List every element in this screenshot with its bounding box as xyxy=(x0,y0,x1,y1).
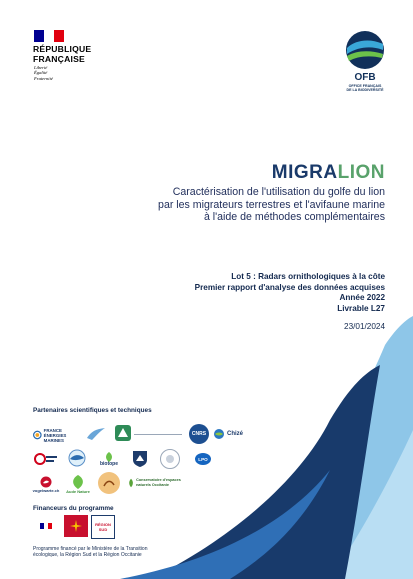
chize-text: Chizé xyxy=(227,430,244,437)
program-line: écologique, la Région Sud et la Région Occitanie xyxy=(33,552,142,559)
dolphin-logo-icon xyxy=(64,449,90,467)
lpo-logo xyxy=(186,449,220,469)
aude-nature-logo xyxy=(64,472,92,496)
occitan-cross-icon xyxy=(69,519,83,533)
program-line: Programme financé par le Ministère de la Transition xyxy=(33,546,148,552)
project-title-part2: LION xyxy=(337,162,385,183)
vogelwarte-logo xyxy=(33,473,59,495)
ofb-subtitle-line: DE LA BIODIVERSITÉ xyxy=(346,88,384,93)
aude-nature-text: Aude Nature xyxy=(66,488,90,494)
french-flag-icon xyxy=(34,30,64,42)
rf-title-line: RÉPUBLIQUE xyxy=(33,44,92,54)
blue-shield-logo-icon xyxy=(132,450,148,468)
report-line: Livrable L27 xyxy=(337,303,385,313)
vogelwarte-bird-icon xyxy=(40,476,52,488)
project-title-part1: MIGRA xyxy=(271,162,338,183)
republique-motto xyxy=(34,65,53,81)
vogelwarte-text: vogelwarte.ch xyxy=(32,487,60,493)
region-occitanie-logo xyxy=(64,515,88,537)
lpo-badge: LPO xyxy=(195,453,211,465)
program-funding-text xyxy=(33,546,223,558)
cen-leaf-icon xyxy=(128,476,134,490)
chize-globe-icon xyxy=(213,428,225,440)
ofb-name: OFB xyxy=(354,72,376,83)
rf-motto-line: Liberté xyxy=(34,65,48,70)
biotope-leaf-icon xyxy=(104,452,114,462)
funders-label: Financeurs du programme xyxy=(33,505,114,512)
red-partner-logo-icon xyxy=(33,451,59,467)
partners-label: Partenaires scientifiques et techniques xyxy=(33,407,152,414)
rf-motto-line: Fraternité xyxy=(34,75,53,81)
republique-francaise-title xyxy=(33,44,91,64)
grey-seal-logo-icon xyxy=(160,449,180,469)
aude-nature-leaf-icon xyxy=(70,475,86,489)
project-title xyxy=(272,162,385,184)
cen-text: Conservatoire d'espaces naturels Occitanie xyxy=(136,478,181,487)
france-energies-marines-logo xyxy=(33,424,83,446)
rf-title-line: FRANÇAISE xyxy=(33,54,85,64)
biotope-text: biotope xyxy=(99,460,119,467)
project-subtitle xyxy=(105,186,385,224)
fem-swirl-icon xyxy=(33,428,42,442)
report-line: Premier rapport d'analyse des données acquises xyxy=(194,282,385,292)
report-info xyxy=(85,272,385,314)
subtitle-line: à l'aide de méthodes complémentaires xyxy=(203,211,385,223)
chize-logo xyxy=(213,425,249,443)
report-date: 23/01/2024 xyxy=(344,322,385,331)
rf-motto-line: Égalité xyxy=(34,70,48,76)
cnrs-logo: CNRS xyxy=(189,424,209,444)
subtitle-line: par les migrateurs terrestres et l'avifaune marine xyxy=(158,198,385,211)
ofb-subtitle-line: OFFICE FRANÇAIS xyxy=(348,84,382,88)
orange-round-logo-icon xyxy=(98,472,120,494)
ofb-logo-icon xyxy=(345,30,385,70)
cen-occitanie-logo xyxy=(128,473,184,493)
fem-logo-text: FRANCE ÉNERGIES MARINES xyxy=(43,427,67,443)
report-line: Lot 5 : Radars ornithologiques à la côte xyxy=(231,272,385,281)
bird-logo-icon xyxy=(86,426,106,442)
biotope-logo xyxy=(96,449,122,469)
subtitle-line: Caractérisation de l'utilisation du golfe du lion xyxy=(172,186,385,198)
institute-text-logo xyxy=(133,428,183,440)
ofb-subtitle xyxy=(335,84,395,92)
region-sud-logo: RÉGION SUD xyxy=(91,515,115,539)
report-line: Année 2022 xyxy=(339,293,385,303)
green-partner-logo-icon xyxy=(114,424,132,442)
republique-francaise-small-logo xyxy=(33,515,59,537)
